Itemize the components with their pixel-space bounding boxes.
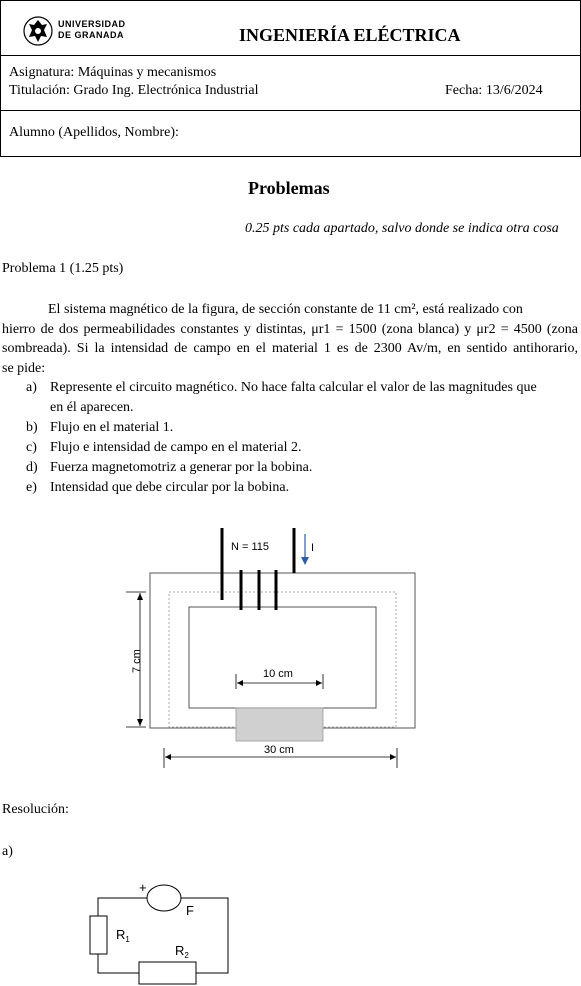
date-text: Fecha: 13/6/2024 xyxy=(445,83,543,98)
item-text: Fuerza magnetomotriz a generar por la bobina. xyxy=(50,460,313,475)
r2-label: $R_2$ xyxy=(175,943,189,960)
magnetic-core-figure xyxy=(0,520,581,770)
statement-line: se pide: xyxy=(2,360,46,376)
shaded-zone xyxy=(236,708,323,741)
source-label: F xyxy=(186,903,194,918)
statement-line: El sistema magnético de la figura, de sección constante de 11 cm², está realizado con xyxy=(48,302,523,317)
item-line: Represente el circuito magnético. No hace falta calcular el valor de las magnitudes que xyxy=(50,380,537,395)
item-label: a) xyxy=(26,380,37,395)
student-box xyxy=(0,110,581,157)
subject-text: Asignatura: Máquinas y mecanismos xyxy=(9,65,217,80)
logo-text-line1: UNIVERSIDAD xyxy=(58,19,126,29)
problem-heading: Problema 1 (1.25 pts) xyxy=(2,261,124,276)
item-text: Intensidad que debe circular por la bobina. xyxy=(50,480,290,495)
item-text: Flujo en el material 1. xyxy=(50,420,174,435)
item-text xyxy=(50,378,574,417)
subject-box xyxy=(0,55,581,111)
height-label: 7 cm xyxy=(131,649,143,673)
core-window xyxy=(189,607,376,708)
mmf-source xyxy=(147,885,181,911)
resistor-r2 xyxy=(139,962,196,984)
item-label: e) xyxy=(26,480,37,495)
item-label: c) xyxy=(26,440,37,455)
logo-text-line2: DE GRANADA xyxy=(58,30,125,40)
points-note: 0.25 pts cada apartado, salvo donde se indica otra cosa xyxy=(245,221,559,236)
university-logo xyxy=(23,15,133,47)
turns-label: N = 115 xyxy=(231,541,270,553)
statement-line: hierro de dos permeabilidades constantes y distintas, μr1 = 1500 (zona blanca) y μr2 = 4500 (zona xyxy=(2,321,578,337)
section-title: Problemas xyxy=(248,178,330,198)
resolution-heading: Resolución: xyxy=(2,802,69,817)
current-label: I xyxy=(311,542,315,554)
inner-width-label: 10 cm xyxy=(263,668,293,680)
part-a-label: a) xyxy=(2,844,13,859)
current-arrowhead xyxy=(301,557,309,565)
page-title: INGENIERÍA ELÉCTRICA xyxy=(239,25,461,45)
degree-text: Titulación: Grado Ing. Electrónica Industrial xyxy=(9,83,259,98)
resistor-r1 xyxy=(90,916,107,954)
item-text: Flujo e intensidad de campo en el material 2. xyxy=(50,440,302,455)
item-label: d) xyxy=(26,460,38,475)
equivalent-circuit xyxy=(0,870,300,986)
item-label: b) xyxy=(26,420,38,435)
statement-line: sombreada). Si la intensidad de campo en el material 1 es de 2300 Av/m, en sentido antihorario, xyxy=(2,341,578,356)
item-line: en él aparecen. xyxy=(50,399,134,415)
source-plus: + xyxy=(139,880,147,895)
problem-statement xyxy=(2,300,578,378)
crest-icon xyxy=(23,15,53,47)
student-name-label: Alumno (Apellidos, Nombre): xyxy=(9,125,179,140)
header-title-box xyxy=(0,0,581,55)
outer-width-label: 30 cm xyxy=(264,744,294,756)
r1-label: $R_1$ xyxy=(116,927,130,944)
